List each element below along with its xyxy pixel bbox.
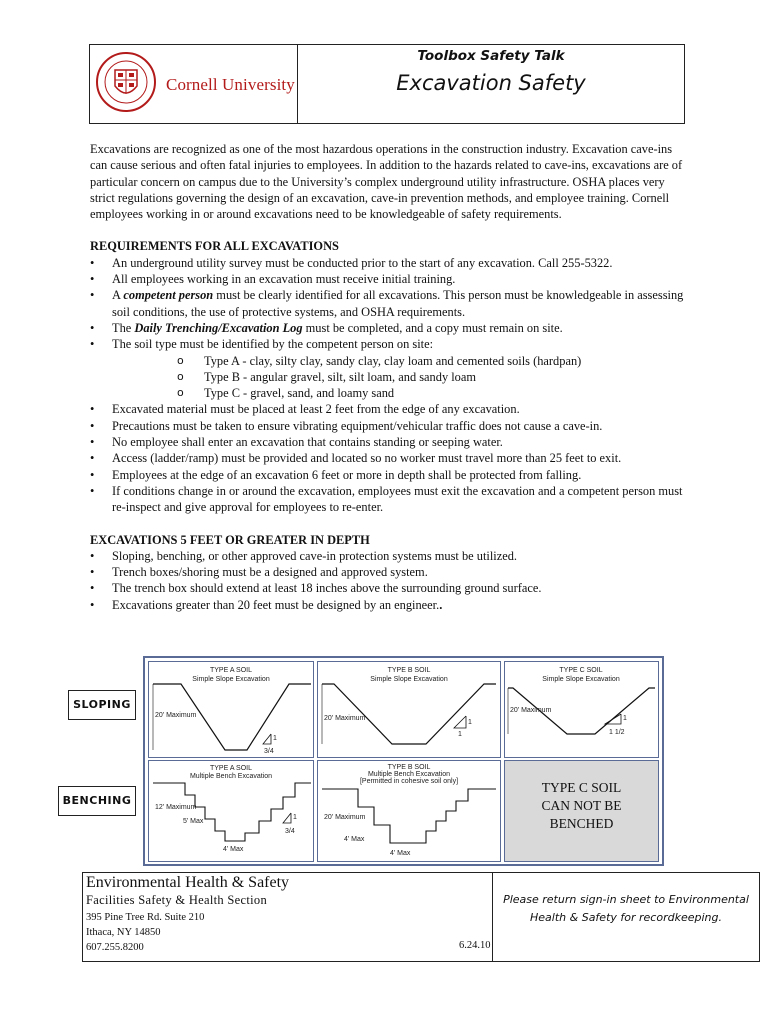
soil-type-item: o Type A - clay, silty clay, sandy clay, clay loam and cemented soils (hardpan) — [177, 353, 582, 368]
footer-date: 6.24.10 — [459, 940, 491, 951]
svg-text:1 1/2: 1 1/2 — [609, 729, 625, 736]
list-item: • The trench box should extend at least 18 inches above the surrounding ground surface. — [90, 581, 542, 596]
intro-paragraph: Excavations are recognized as one of the most hazardous operations in the construction industry. Excavation cave-ins can cause serious and often fatal injuries to employees. In addition to the hazards related to cave-ins, excavations are of particular concern on campus due to the University’s complex underground utility infrastructure. OSHA places very strict regulations governing the design of an excavation, cave-in prevention methods, and employee training. Cornell employees working in or around excavations need to be knowledgeable of safety requirements. — [90, 142, 683, 222]
list-item: • Precautions must be taken to ensure vibrating equipment/vehicular traffic does not cause a cave-in. — [90, 418, 603, 433]
svg-text:Multiple Bench Excavation: Multiple Bench Excavation — [189, 773, 273, 780]
svg-text:[Permitted in cohesive soil on: [Permitted in cohesive soil only] — [359, 778, 459, 785]
cornell-logo-text: Cornell University — [166, 75, 295, 94]
header-box — [89, 44, 685, 124]
svg-text:1: 1 — [273, 735, 277, 742]
svg-text:1: 1 — [623, 715, 627, 722]
list-item: • No employee shall enter an excavation that contains standing or seeping water. — [90, 435, 503, 450]
footer-address-line1: 395 Pine Tree Rd. Suite 210 — [86, 912, 205, 923]
deep-requirements-list — [90, 548, 690, 613]
list-item: • The Daily Trenching/Excavation Log must be completed, and a copy must remain on site. — [90, 320, 563, 335]
list-item: • Excavated material must be placed at least 2 feet from the edge of any excavation. — [90, 402, 520, 417]
slope-type-c-diagram — [504, 661, 659, 758]
requirements-list — [90, 255, 690, 353]
bench-type-b-diagram — [317, 760, 501, 862]
body-content — [90, 141, 690, 613]
svg-text:3/4: 3/4 — [285, 828, 295, 835]
svg-text:TYPE B SOIL: TYPE B SOIL — [387, 764, 431, 771]
svg-text:1: 1 — [293, 814, 297, 821]
return-note: Please return sign-in sheet to Environmental Health & Safety for recordkeeping. — [503, 893, 749, 924]
svg-text:12' Maximum: 12' Maximum — [155, 804, 197, 811]
requirements-list-cont — [90, 401, 690, 515]
type-c-note-cell — [504, 760, 659, 862]
bench-type-a-diagram — [148, 760, 314, 862]
talk-subject: Excavation Safety — [396, 71, 586, 95]
list-item: • Excavations greater than 20 feet must be designed by an engineer.. — [90, 597, 443, 612]
svg-text:TYPE B SOIL: TYPE B SOIL — [387, 667, 431, 674]
sloping-label: SLOPING — [68, 690, 136, 720]
list-item: • Access (ladder/ramp) must be provided and located so no worker must travel more than 25 feet to exit. — [90, 451, 622, 466]
svg-text:4' Max: 4' Max — [223, 846, 244, 853]
list-item: • Sloping, benching, or other approved cave-in protection systems must be utilized. — [90, 548, 518, 563]
excavation-diagrams — [143, 656, 664, 866]
section-heading-deep: EXCAVATIONS 5 FEET OR GREATER IN DEPTH — [90, 532, 370, 547]
svg-text:5' Max: 5' Max — [183, 818, 204, 825]
list-item: • Trench boxes/shoring must be a designed and approved system. — [90, 565, 428, 580]
type-c-note: TYPE C SOIL CAN NOT BE BENCHED — [541, 780, 622, 831]
footer-box — [82, 872, 760, 962]
list-item: • A competent person must be clearly identified for all excavations. This person must be knowledgeable in assessing soil conditions, the use of protective systems, and OSHA requirements. — [90, 288, 684, 319]
footer-phone: 607.255.8200 — [86, 942, 144, 953]
svg-text:20' Maximum: 20' Maximum — [155, 712, 197, 719]
svg-text:TYPE A SOIL: TYPE A SOIL — [209, 667, 253, 674]
footer-address — [86, 910, 204, 955]
list-item: • The soil type must be identified by the competent person on site: — [90, 337, 434, 352]
footer-section: Facilities Safety & Health Section — [86, 893, 267, 907]
svg-text:4' Max: 4' Max — [390, 850, 411, 857]
soil-type-item: o Type C - gravel, sand, and loamy sand — [177, 386, 395, 401]
list-item: • Employees at the edge of an excavation 6 feet or more in depth shall be protected from falling. — [90, 467, 582, 482]
slope-type-a-diagram — [148, 661, 314, 758]
svg-text:3/4: 3/4 — [264, 748, 274, 755]
svg-text:20' Maximum: 20' Maximum — [324, 715, 366, 722]
cornell-seal-icon — [95, 48, 157, 116]
svg-text:TYPE A SOIL: TYPE A SOIL — [209, 765, 253, 772]
svg-text:TYPE C SOIL: TYPE C SOIL — [559, 667, 603, 674]
soil-types-list — [90, 353, 690, 402]
svg-text:Simple Slope Excavation: Simple Slope Excavation — [542, 676, 620, 683]
slope-type-b-diagram — [317, 661, 501, 758]
list-item: • If conditions change in or around the excavation, employees must exit the excavation and a competent person must re-inspect and give approval for employees to re-enter. — [90, 483, 683, 515]
benching-label: BENCHING — [58, 786, 136, 816]
svg-text:1: 1 — [458, 731, 462, 738]
svg-text:20' Maximum: 20' Maximum — [510, 707, 552, 714]
footer-department: Environmental Health & Safety — [86, 874, 290, 891]
svg-text:1: 1 — [468, 719, 472, 726]
svg-text:20' Maximum: 20' Maximum — [324, 814, 366, 821]
svg-text:Simple Slope Excavation: Simple Slope Excavation — [370, 676, 448, 683]
list-item: • An underground utility survey must be conducted prior to the start of any excavation. Call 255-5322. — [90, 255, 613, 270]
footer-address-line2: Ithaca, NY 14850 — [86, 927, 161, 938]
svg-text:Multiple Bench Excavation: Multiple Bench Excavation — [367, 771, 451, 778]
soil-type-item: o Type B - angular gravel, silt, silt loam, and sandy loam — [177, 369, 477, 384]
section-heading-all: REQUIREMENTS FOR ALL EXCAVATIONS — [90, 239, 339, 254]
list-item: • All employees working in an excavation must receive initial training. — [90, 272, 456, 287]
talk-title: Toolbox Safety Talk — [417, 48, 565, 64]
svg-text:Simple Slope Excavation: Simple Slope Excavation — [192, 676, 270, 683]
svg-text:4' Max: 4' Max — [344, 836, 365, 843]
